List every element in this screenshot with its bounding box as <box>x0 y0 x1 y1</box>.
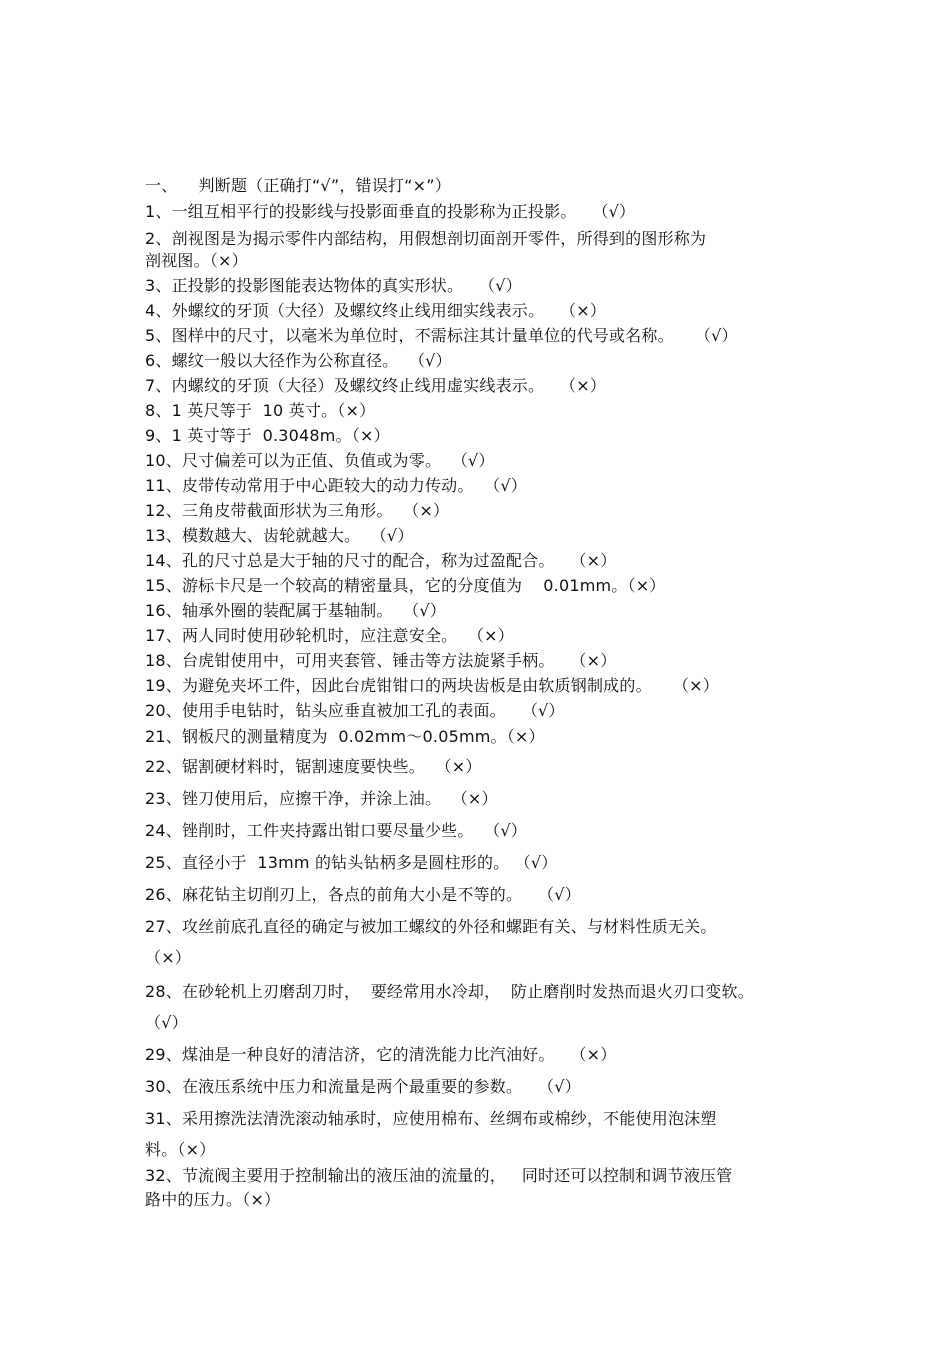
question-31-line-2: 料。（×） <box>145 1140 216 1159</box>
question-21: 21、钢板尺的测量精度为 0.02mm～0.05mm。（×） <box>145 727 545 746</box>
question-8: 8、1 英尺等于 10 英寸。（×） <box>145 401 376 420</box>
question-32-line-2: 路中的压力。（×） <box>145 1190 281 1209</box>
question-7: 7、内螺纹的牙顶（大径）及螺纹终止线用虚实线表示。 （×） <box>145 376 607 395</box>
question-2-line-2: 剖视图。（×） <box>145 251 248 270</box>
question-19: 19、为避免夹坏工件，因此台虎钳钳口的两块齿板是由软质钢制成的。 （×） <box>145 676 719 695</box>
question-20: 20、使用手电钻时，钻头应垂直被加工孔的表面。 （√） <box>145 701 565 720</box>
question-30: 30、在液压系统中压力和流量是两个最重要的参数。 （√） <box>145 1077 581 1096</box>
question-18: 18、台虎钳使用中，可用夹套管、锤击等方法旋紧手柄。 （×） <box>145 651 617 670</box>
question-22: 22、锯割硬材料时，锯割速度要快些。 （×） <box>145 757 482 776</box>
question-5: 5、图样中的尺寸，以毫米为单位时，不需标注其计量单位的代号或名称。 （√） <box>145 326 738 345</box>
question-6: 6、螺纹一般以大径作为公称直径。 （√） <box>145 351 452 370</box>
question-26: 26、麻花钻主切削刃上，各点的前角大小是不等的。 （√） <box>145 885 581 904</box>
question-31-line-1: 31、采用擦洗法清洗滚动轴承时，应使用棉布、丝绸布或棉纱，不能使用泡沫塑 <box>145 1109 717 1128</box>
question-10: 10、尺寸偏差可以为正值、负值或为零。 （√） <box>145 451 495 470</box>
question-15: 15、游标卡尺是一个较高的精密量具，它的分度值为 0.01mm。（×） <box>145 576 666 595</box>
section-heading: 一、 判断题（正确打“√”，错误打“×”） <box>145 176 451 195</box>
question-23: 23、锉刀使用后，应擦干净，并涂上油。 （×） <box>145 789 498 808</box>
question-14: 14、孔的尺寸总是大于轴的尺寸的配合，称为过盈配合。 （×） <box>145 551 617 570</box>
question-12: 12、三角皮带截面形状为三角形。 （×） <box>145 501 450 520</box>
question-11: 11、皮带传动常用于中心距较大的动力传动。 （√） <box>145 476 527 495</box>
question-2-line-1: 2、剖视图是为揭示零件内部结构，用假想剖切面剖开零件，所得到的图形称为 <box>145 229 707 248</box>
question-9: 9、1 英寸等于 0.3048m。（×） <box>145 426 390 445</box>
question-16: 16、轴承外圈的装配属于基轴制。 （√） <box>145 601 446 620</box>
question-28-line-2: （√） <box>145 1013 188 1032</box>
question-27-line-2: （×） <box>145 948 192 967</box>
question-4: 4、外螺纹的牙顶（大径）及螺纹终止线用细实线表示。 （×） <box>145 301 607 320</box>
question-3: 3、正投影的投影图能表达物体的真实形状。 （√） <box>145 276 522 295</box>
question-27-line-1: 27、攻丝前底孔直径的确定与被加工螺纹的外径和螺距有关、与材料性质无关。 <box>145 917 717 936</box>
question-32-line-1: 32、节流阀主要用于控制输出的液压油的流量的， 同时还可以控制和调节液压管 <box>145 1166 733 1185</box>
question-1: 1、一组互相平行的投影线与投影面垂直的投影称为正投影。 （√） <box>145 202 636 221</box>
question-17: 17、两人同时使用砂轮机时，应注意安全。 （×） <box>145 626 514 645</box>
question-24: 24、锉削时，工件夹持露出钳口要尽量少些。 （√） <box>145 821 527 840</box>
question-29: 29、煤油是一种良好的清洁济，它的清洗能力比汽油好。 （×） <box>145 1045 617 1064</box>
question-25: 25、直径小于 13mm 的钻头钻柄多是圆柱形的。 （√） <box>145 853 558 872</box>
question-13: 13、模数越大、齿轮就越大。 （√） <box>145 526 414 545</box>
question-28-line-1: 28、在砂轮机上刃磨刮刀时， 要经常用水冷却， 防止磨削时发热而退火刃口变软。 <box>145 982 754 1001</box>
